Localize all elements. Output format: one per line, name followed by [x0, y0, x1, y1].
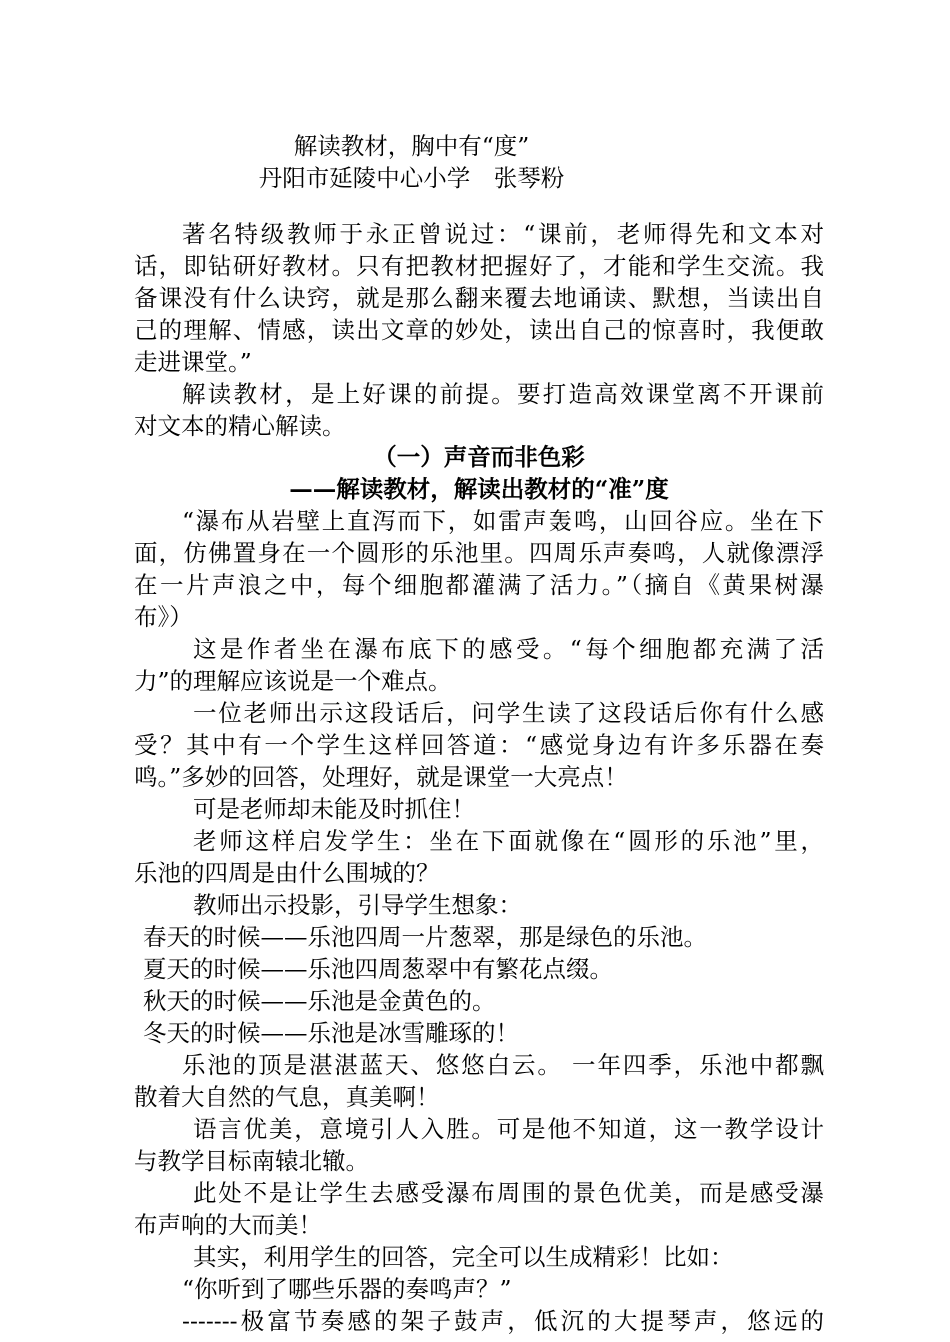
paragraph-line: 老师这样启发学生：坐在下面就像在“圆形的乐池”里， — [193, 827, 824, 855]
season-line: 冬天的时候——乐池是冰雪雕琢的！ — [143, 1019, 519, 1047]
paragraph-line: 乐池的顶是湛湛蓝天、悠悠白云。 一年四季，乐池中都飘 — [182, 1051, 824, 1079]
season-line: 夏天的时候——乐池四周葱翠中有繁花点缀。 — [143, 955, 613, 983]
paragraph-line: 此处不是让学生去感受瀑布周围的景色优美，而是感受瀑 — [193, 1179, 824, 1207]
quote-line: 布》） — [134, 603, 193, 631]
paragraph-line: 著名特级教师于永正曾说过：“课前，老师得先和文本对 — [182, 220, 824, 248]
paragraph-line: 散着大自然的气息，真美啊！ — [134, 1083, 440, 1111]
document-title: 解读教材，胸中有“度” — [293, 132, 530, 160]
paragraph-line: 解读教材，是上好课的前提。要打造高效课堂离不开课前 — [182, 380, 824, 408]
quote-line: “瀑布从岩壁上直泻而下，如雷声轰鸣，山回谷应。坐在下 — [182, 507, 824, 535]
paragraph-line: 走进课堂。” — [134, 348, 252, 376]
paragraph-line: 对文本的精心解读。 — [134, 412, 346, 440]
paragraph-line: 这是作者坐在瀑布底下的感受。“每个细胞都充满了活 — [193, 635, 824, 663]
paragraph-line: 语言优美，意境引人入胜。可是他不知道，这一教学设计 — [193, 1115, 824, 1143]
paragraph-line: 其实，利用学生的回答，完全可以生成精彩！比如： — [193, 1243, 734, 1271]
paragraph-line: 一位老师出示这段话后，问学生读了这段话后你有什么感 — [193, 699, 824, 727]
paragraph-line: 教师出示投影，引导学生想象： — [193, 891, 522, 919]
paragraph-line: 与教学目标南辕北辙。 — [134, 1147, 369, 1175]
paragraph-line: 话，即钻研好教材。只有把教材把握好了，才能和学生交流。我 — [134, 252, 824, 280]
section-heading: （一）声音而非色彩 — [373, 443, 585, 471]
paragraph-line: 布声响的大而美！ — [134, 1211, 322, 1239]
quote-line: 面，仿佛置身在一个圆形的乐池里。四周乐声奏鸣，人就像漂浮 — [134, 539, 824, 567]
paragraph-line: 力”的理解应该说是一个难点。 — [134, 667, 452, 695]
paragraph-line: -------极富节奏感的架子鼓声，低沉的大提琴声，悠远的 — [182, 1307, 824, 1335]
paragraph-line: 乐池的四周是由什么围城的？ — [134, 859, 440, 887]
paragraph-line: 鸣。”多妙的回答，处理好，就是课堂一大亮点！ — [134, 763, 628, 791]
paragraph-line: 备课没有什么诀窍，就是那么翻来覆去地诵读、默想，当读出自 — [134, 284, 824, 312]
quote-line: 在一片声浪之中，每个细胞都灌满了活力。”（摘自《黄果树瀑 — [134, 571, 824, 599]
season-line: 春天的时候——乐池四周一片葱翠，那是绿色的乐池。 — [143, 923, 707, 951]
paragraph-line: 可是老师却未能及时抓住！ — [193, 795, 475, 823]
paragraph-line: 己的理解、情感，读出文章的妙处，读出自己的惊喜时，我便敢 — [134, 316, 824, 344]
paragraph-line: “你听到了哪些乐器的奏鸣声？” — [182, 1275, 512, 1303]
paragraph-line: 受？其中有一个学生这样回答道：“感觉身边有许多乐器在奏 — [134, 731, 824, 759]
author-line: 丹阳市延陵中心小学 张琴粉 — [258, 164, 565, 192]
season-line: 秋天的时候——乐池是金黄色的。 — [143, 987, 496, 1015]
section-subheading: ——解读教材，解读出教材的“准”度 — [289, 475, 669, 503]
